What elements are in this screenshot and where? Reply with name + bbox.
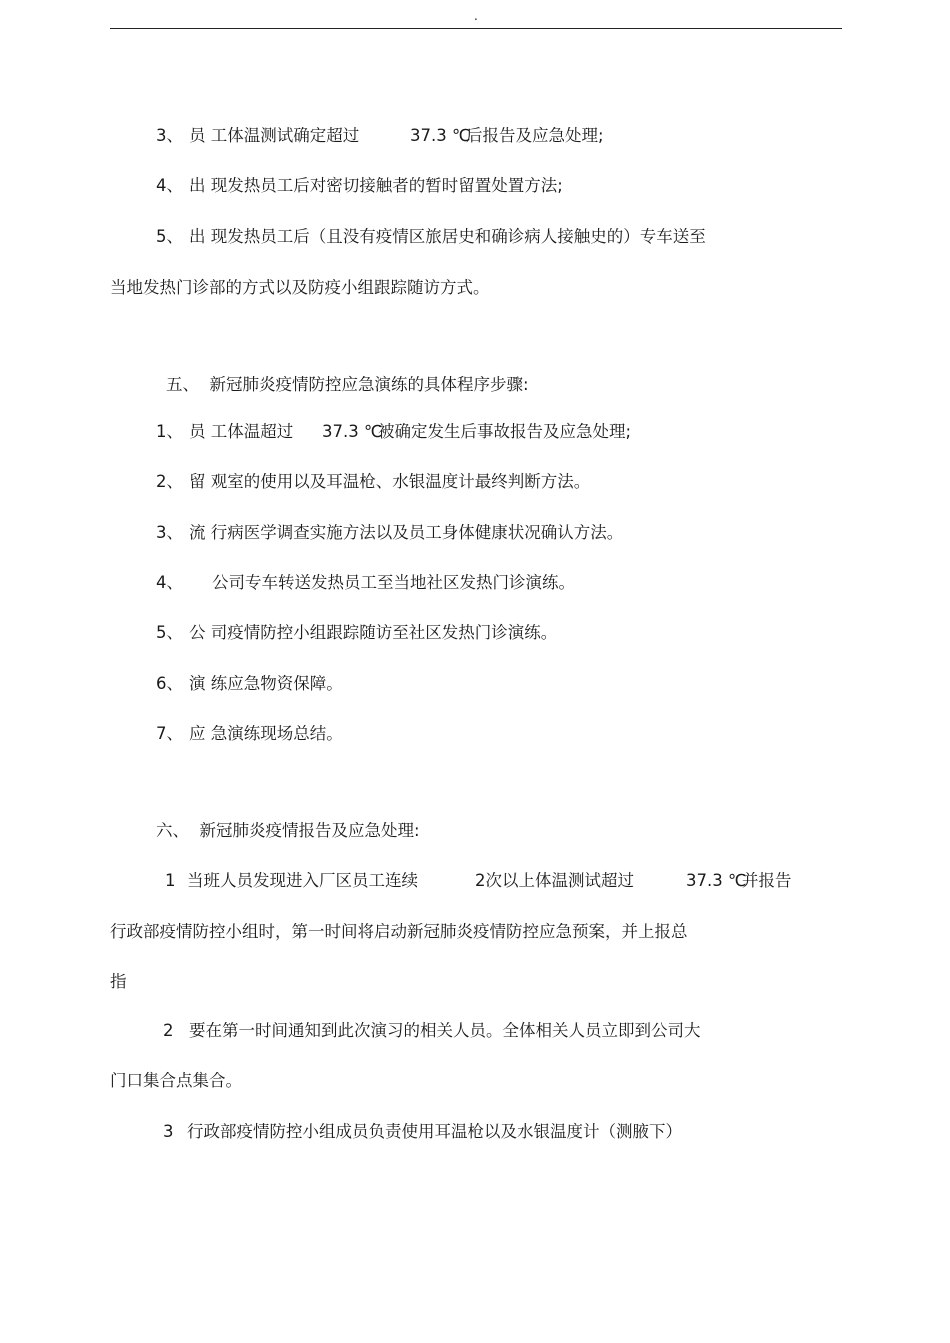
item-text: 应 急演练现场总结。 xyxy=(189,724,343,743)
paragraph-text: 当班人员发现进入厂区员工连续 xyxy=(187,871,418,890)
temperature-value: 37.3 ℃ xyxy=(410,126,471,145)
item-text: 公司专车转送发热员工至当地社区发热门诊演练。 xyxy=(212,573,575,592)
header-rule xyxy=(110,28,842,29)
item-text-continued: 当地发热门诊部的方式以及防疫小组跟踪随访方式。 xyxy=(110,278,490,297)
paragraph-text-continued: 指 xyxy=(110,972,127,991)
paragraph-text-continued: 行政部疫情防控小组时，第一时间将启动新冠肺炎疫情防控应急预案，并上报总 xyxy=(110,922,688,941)
item-text: 留 观室的使用以及耳温枪、水银温度计最终判断方法。 xyxy=(189,472,591,491)
paragraph-text: 行政部疫情防控小组成员负责使用耳温枪以及水银温度计（测腋下） xyxy=(187,1122,682,1141)
item-text: 后报告及应急处理; xyxy=(466,126,604,145)
item-number: 3、 xyxy=(156,126,183,145)
item-number: 2、 xyxy=(156,472,183,491)
header-mark: . xyxy=(474,9,478,23)
item-number: 2 xyxy=(163,1021,174,1040)
item-number: 4、 xyxy=(156,176,183,195)
item-number: 3 xyxy=(163,1122,174,1141)
item-text: 被确定发生后事故报告及应急处理; xyxy=(378,422,632,441)
item-number: 1 xyxy=(165,871,176,890)
temperature-value: 37.3 ℃ xyxy=(322,422,383,441)
paragraph-text-continued: 门口集合点集合。 xyxy=(110,1071,242,1090)
item-number: 1、 xyxy=(156,422,183,441)
item-number: 5、 xyxy=(156,623,183,642)
item-text: 员 工体温超过 xyxy=(189,422,294,441)
item-text: 员 工体温测试确定超过 xyxy=(189,126,360,145)
item-text: 出 现发热员工后（且没有疫情区旅居史和确诊病人接触史的）专车送至 xyxy=(189,227,706,246)
section-heading: 六、 新冠肺炎疫情报告及应急处理: xyxy=(156,821,420,840)
item-number: 5、 xyxy=(156,227,183,246)
item-text: 出 现发热员工后对密切接触者的暂时留置处置方法; xyxy=(189,176,563,195)
paragraph-text: 并报告 xyxy=(742,871,792,890)
section-heading: 五、 新冠肺炎疫情防控应急演练的具体程序步骤: xyxy=(166,375,529,394)
temperature-value: 37.3 ℃ xyxy=(686,871,747,890)
item-text: 流 行病医学调查实施方法以及员工身体健康状况确认方法。 xyxy=(189,523,624,542)
paragraph-text: 要在第一时间通知到此次演习的相关人员。全体相关人员立即到公司大 xyxy=(189,1021,701,1040)
item-number: 3、 xyxy=(156,523,183,542)
item-number: 6、 xyxy=(156,674,183,693)
item-text: 演 练应急物资保障。 xyxy=(189,674,343,693)
paragraph-text: 2次以上体温测试超过 xyxy=(475,871,634,890)
item-number: 4、 xyxy=(156,573,183,592)
item-number: 7、 xyxy=(156,724,183,743)
item-text: 公 司疫情防控小组跟踪随访至社区发热门诊演练。 xyxy=(189,623,558,642)
